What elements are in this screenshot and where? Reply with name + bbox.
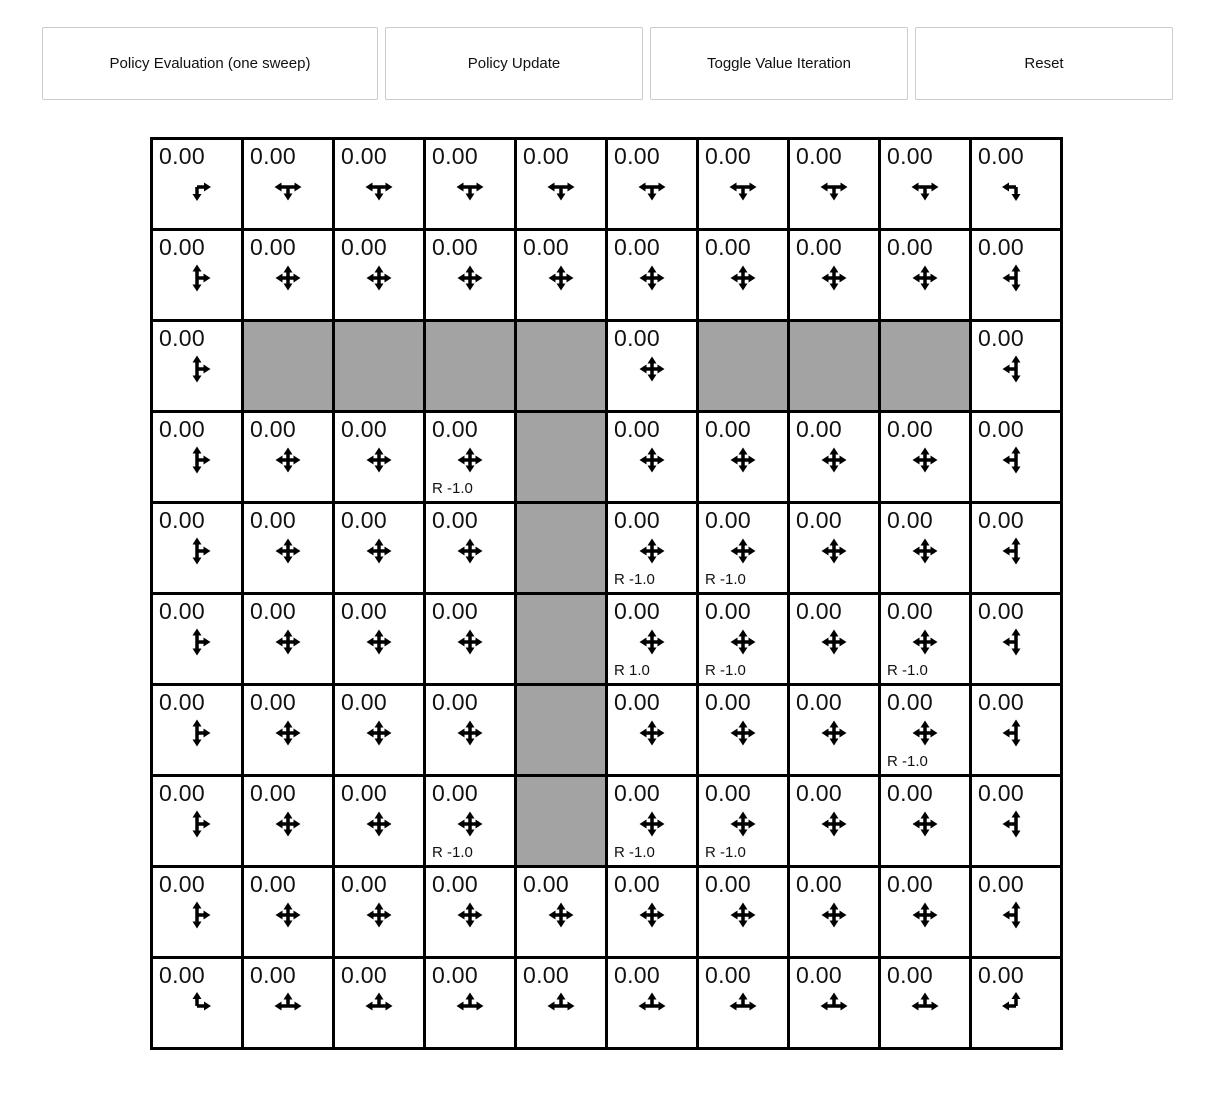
grid-cell[interactable]: [244, 595, 332, 683]
grid-cell[interactable]: [335, 231, 423, 319]
grid-cell[interactable]: [790, 140, 878, 228]
policy-arrows-icon: [719, 527, 767, 575]
policy-arrows-icon: [992, 709, 1040, 757]
cell-value: 0.00: [978, 325, 1024, 351]
grid-cell[interactable]: [153, 322, 241, 410]
policy-arrows-icon: [264, 800, 312, 848]
cell-value: 0.00: [159, 325, 205, 351]
wall-cell[interactable]: [517, 322, 605, 410]
policy-arrows-icon: [446, 618, 494, 666]
cell-value: 0.00: [978, 962, 1024, 988]
grid-cell[interactable]: [426, 231, 514, 319]
grid-cell[interactable]: [153, 140, 241, 228]
grid-cell[interactable]: [153, 231, 241, 319]
grid-cell[interactable]: [244, 868, 332, 956]
cell-value: 0.00: [796, 416, 842, 442]
policy-arrows-icon: [173, 800, 221, 848]
grid-cell[interactable]: [699, 231, 787, 319]
cell-value: 0.00: [159, 416, 205, 442]
cell-value: 0.00: [432, 234, 478, 260]
policy-arrows-icon: [719, 163, 767, 211]
gridworld-container: [150, 137, 1224, 1050]
cell-reward-label: R -1.0: [432, 480, 473, 497]
policy-arrows-icon: [355, 163, 403, 211]
policy-arrows-icon: [992, 891, 1040, 939]
policy-arrows-icon: [628, 800, 676, 848]
grid-cell[interactable]: [790, 777, 878, 865]
policy-arrows-icon: [901, 800, 949, 848]
grid-cell[interactable]: [517, 231, 605, 319]
policy-arrows-icon: [173, 345, 221, 393]
cell-value: 0.00: [432, 143, 478, 169]
cell-value: 0.00: [614, 689, 660, 715]
cell-value: 0.00: [250, 234, 296, 260]
wall-cell[interactable]: [517, 777, 605, 865]
grid-cell[interactable]: [881, 504, 969, 592]
grid-cell[interactable]: [426, 868, 514, 956]
wall-cell[interactable]: [244, 322, 332, 410]
cell-value: 0.00: [796, 598, 842, 624]
grid-cell[interactable]: [335, 959, 423, 1047]
cell-value: 0.00: [341, 689, 387, 715]
policy-arrows-icon: [810, 527, 858, 575]
grid-cell[interactable]: [699, 959, 787, 1047]
policy-arrows-icon: [810, 618, 858, 666]
cell-value: 0.00: [159, 507, 205, 533]
grid-cell[interactable]: [244, 504, 332, 592]
grid-cell[interactable]: [426, 777, 514, 865]
cell-value: 0.00: [978, 871, 1024, 897]
policy-arrows-icon: [628, 618, 676, 666]
wall-cell[interactable]: [426, 322, 514, 410]
grid-cell[interactable]: [244, 777, 332, 865]
policy-arrows-icon: [719, 436, 767, 484]
grid-cell[interactable]: [426, 959, 514, 1047]
grid-cell[interactable]: [426, 140, 514, 228]
policy-arrows-icon: [173, 163, 221, 211]
grid-cell[interactable]: [790, 413, 878, 501]
grid-cell[interactable]: [699, 777, 787, 865]
cell-value: 0.00: [523, 234, 569, 260]
policy-arrows-icon: [992, 163, 1040, 211]
policy-arrows-icon: [901, 527, 949, 575]
grid-cell[interactable]: [790, 504, 878, 592]
cell-value: 0.00: [887, 962, 933, 988]
cell-value: 0.00: [432, 598, 478, 624]
cell-value: 0.00: [432, 416, 478, 442]
grid-cell[interactable]: [790, 868, 878, 956]
cell-value: 0.00: [614, 416, 660, 442]
policy-arrows-icon: [446, 891, 494, 939]
grid-cell[interactable]: [790, 686, 878, 774]
policy-arrows-icon: [810, 709, 858, 757]
cell-value: 0.00: [341, 871, 387, 897]
grid-cell[interactable]: [972, 504, 1060, 592]
policy-arrows-icon: [173, 709, 221, 757]
cell-value: 0.00: [250, 871, 296, 897]
cell-reward-label: R -1.0: [432, 844, 473, 861]
policy-arrows-icon: [719, 709, 767, 757]
wall-cell[interactable]: [517, 504, 605, 592]
grid-cell[interactable]: [881, 686, 969, 774]
grid-cell[interactable]: [608, 868, 696, 956]
grid-cell[interactable]: [972, 868, 1060, 956]
cell-value: 0.00: [250, 507, 296, 533]
policy-arrows-icon: [537, 163, 585, 211]
cell-value: 0.00: [159, 962, 205, 988]
cell-value: 0.00: [250, 598, 296, 624]
policy-arrows-icon: [173, 436, 221, 484]
grid-cell[interactable]: [881, 231, 969, 319]
cell-value: 0.00: [250, 416, 296, 442]
grid-cell[interactable]: [608, 777, 696, 865]
grid-cell[interactable]: [699, 413, 787, 501]
policy-arrows-icon: [628, 527, 676, 575]
cell-value: 0.00: [250, 689, 296, 715]
policy-arrows-icon: [355, 800, 403, 848]
grid-cell[interactable]: [972, 686, 1060, 774]
cell-value: 0.00: [523, 143, 569, 169]
grid-cell[interactable]: [972, 595, 1060, 683]
grid-cell[interactable]: [608, 595, 696, 683]
policy-arrows-icon: [901, 618, 949, 666]
cell-value: 0.00: [159, 143, 205, 169]
policy-arrows-icon: [628, 436, 676, 484]
policy-arrows-icon: [355, 891, 403, 939]
grid-cell[interactable]: [608, 231, 696, 319]
policy-arrows-icon: [264, 527, 312, 575]
grid-cell[interactable]: [153, 413, 241, 501]
policy-arrows-icon: [355, 527, 403, 575]
policy-arrows-icon: [446, 800, 494, 848]
cell-value: 0.00: [614, 780, 660, 806]
cell-reward-label: R -1.0: [887, 662, 928, 679]
policy-arrows-icon: [628, 982, 676, 1030]
grid-cell[interactable]: [608, 413, 696, 501]
policy-arrows-icon: [537, 982, 585, 1030]
grid-cell[interactable]: [153, 686, 241, 774]
policy-arrows-icon: [264, 891, 312, 939]
policy-arrows-icon: [446, 709, 494, 757]
cell-reward-label: R -1.0: [705, 662, 746, 679]
cell-value: 0.00: [796, 507, 842, 533]
toggle-value-iteration-button[interactable]: Toggle Value Iteration: [650, 27, 908, 100]
cell-value: 0.00: [159, 598, 205, 624]
cell-value: 0.00: [341, 143, 387, 169]
policy-arrows-icon: [173, 891, 221, 939]
cell-value: 0.00: [341, 416, 387, 442]
policy-arrows-icon: [992, 436, 1040, 484]
policy-arrows-icon: [446, 527, 494, 575]
cell-value: 0.00: [614, 143, 660, 169]
grid-cell[interactable]: [426, 504, 514, 592]
cell-value: 0.00: [978, 234, 1024, 260]
policy-arrows-icon: [355, 709, 403, 757]
cell-value: 0.00: [432, 962, 478, 988]
grid-cell[interactable]: [608, 140, 696, 228]
policy-arrows-icon: [992, 254, 1040, 302]
cell-value: 0.00: [978, 507, 1024, 533]
cell-value: 0.00: [159, 780, 205, 806]
cell-value: 0.00: [978, 598, 1024, 624]
cell-value: 0.00: [796, 871, 842, 897]
cell-value: 0.00: [705, 780, 751, 806]
policy-arrows-icon: [992, 618, 1040, 666]
policy-arrows-icon: [901, 436, 949, 484]
policy-arrows-icon: [719, 982, 767, 1030]
policy-evaluation-button[interactable]: Policy Evaluation (one sweep): [42, 27, 378, 100]
policy-arrows-icon: [628, 709, 676, 757]
cell-value: 0.00: [614, 962, 660, 988]
cell-value: 0.00: [705, 598, 751, 624]
grid-cell[interactable]: [972, 777, 1060, 865]
policy-arrows-icon: [446, 163, 494, 211]
cell-value: 0.00: [250, 780, 296, 806]
cell-reward-label: R -1.0: [614, 571, 655, 588]
policy-arrows-icon: [628, 345, 676, 393]
grid-cell[interactable]: [881, 959, 969, 1047]
cell-value: 0.00: [887, 871, 933, 897]
wall-cell[interactable]: [881, 322, 969, 410]
cell-value: 0.00: [341, 962, 387, 988]
cell-value: 0.00: [614, 871, 660, 897]
policy-arrows-icon: [537, 891, 585, 939]
grid-cell[interactable]: [517, 140, 605, 228]
policy-arrows-icon: [173, 982, 221, 1030]
policy-arrows-icon: [173, 254, 221, 302]
cell-value: 0.00: [614, 598, 660, 624]
policy-arrows-icon: [264, 163, 312, 211]
gridworld: [150, 137, 1063, 1050]
policy-arrows-icon: [810, 254, 858, 302]
cell-value: 0.00: [887, 598, 933, 624]
grid-cell[interactable]: [426, 686, 514, 774]
grid-cell[interactable]: [881, 140, 969, 228]
policy-arrows-icon: [628, 254, 676, 302]
cell-value: 0.00: [887, 143, 933, 169]
grid-cell[interactable]: [244, 959, 332, 1047]
cell-reward-label: R -1.0: [705, 571, 746, 588]
cell-value: 0.00: [523, 962, 569, 988]
policy-arrows-icon: [264, 618, 312, 666]
grid-cell[interactable]: [335, 504, 423, 592]
policy-arrows-icon: [810, 982, 858, 1030]
wall-cell[interactable]: [699, 322, 787, 410]
policy-arrows-icon: [901, 709, 949, 757]
cell-reward-label: R -1.0: [614, 844, 655, 861]
grid-cell[interactable]: [699, 595, 787, 683]
cell-value: 0.00: [614, 234, 660, 260]
grid-cell[interactable]: [699, 504, 787, 592]
grid-cell[interactable]: [790, 231, 878, 319]
policy-arrows-icon: [901, 163, 949, 211]
policy-arrows-icon: [446, 254, 494, 302]
cell-value: 0.00: [705, 416, 751, 442]
policy-arrows-icon: [992, 345, 1040, 393]
policy-arrows-icon: [264, 709, 312, 757]
cell-value: 0.00: [250, 143, 296, 169]
cell-value: 0.00: [796, 689, 842, 715]
grid-cell[interactable]: [153, 868, 241, 956]
cell-value: 0.00: [159, 871, 205, 897]
grid-cell[interactable]: [608, 322, 696, 410]
grid-cell[interactable]: [699, 686, 787, 774]
policy-arrows-icon: [901, 891, 949, 939]
policy-arrows-icon: [810, 891, 858, 939]
policy-arrows-icon: [810, 163, 858, 211]
cell-value: 0.00: [432, 689, 478, 715]
cell-value: 0.00: [341, 234, 387, 260]
cell-value: 0.00: [159, 689, 205, 715]
cell-value: 0.00: [523, 871, 569, 897]
cell-value: 0.00: [432, 871, 478, 897]
grid-cell[interactable]: [244, 231, 332, 319]
cell-value: 0.00: [432, 507, 478, 533]
grid-cell[interactable]: [608, 959, 696, 1047]
cell-value: 0.00: [887, 234, 933, 260]
policy-arrows-icon: [355, 982, 403, 1030]
policy-arrows-icon: [992, 800, 1040, 848]
grid-cell[interactable]: [699, 140, 787, 228]
cell-value: 0.00: [887, 507, 933, 533]
grid-cell[interactable]: [790, 595, 878, 683]
grid-cell[interactable]: [881, 413, 969, 501]
grid-cell[interactable]: [335, 140, 423, 228]
grid-cell[interactable]: [335, 686, 423, 774]
wall-cell[interactable]: [790, 322, 878, 410]
cell-value: 0.00: [250, 962, 296, 988]
grid-cell[interactable]: [972, 231, 1060, 319]
policy-arrows-icon: [355, 618, 403, 666]
cell-reward-label: R -1.0: [887, 753, 928, 770]
cell-value: 0.00: [432, 780, 478, 806]
policy-arrows-icon: [992, 527, 1040, 575]
policy-arrows-icon: [719, 891, 767, 939]
cell-value: 0.00: [705, 962, 751, 988]
grid-cell[interactable]: [881, 868, 969, 956]
policy-update-button[interactable]: Policy Update: [385, 27, 643, 100]
policy-arrows-icon: [901, 254, 949, 302]
wall-cell[interactable]: [517, 686, 605, 774]
policy-arrows-icon: [719, 800, 767, 848]
cell-value: 0.00: [614, 507, 660, 533]
grid-cell[interactable]: [517, 868, 605, 956]
grid-cell[interactable]: [972, 413, 1060, 501]
grid-cell[interactable]: [335, 413, 423, 501]
grid-cell[interactable]: [335, 868, 423, 956]
policy-arrows-icon: [810, 436, 858, 484]
wall-cell[interactable]: [335, 322, 423, 410]
policy-arrows-icon: [719, 618, 767, 666]
grid-cell[interactable]: [153, 504, 241, 592]
grid-cell[interactable]: [881, 595, 969, 683]
grid-cell[interactable]: [699, 868, 787, 956]
grid-cell[interactable]: [608, 686, 696, 774]
cell-reward-label: R 1.0: [614, 662, 650, 679]
grid-cell[interactable]: [881, 777, 969, 865]
policy-arrows-icon: [173, 527, 221, 575]
policy-arrows-icon: [264, 436, 312, 484]
grid-cell[interactable]: [972, 140, 1060, 228]
cell-value: 0.00: [705, 234, 751, 260]
cell-value: 0.00: [796, 234, 842, 260]
cell-value: 0.00: [796, 780, 842, 806]
grid-cell[interactable]: [972, 959, 1060, 1047]
toolbar: [42, 27, 1224, 100]
grid-cell[interactable]: [790, 959, 878, 1047]
policy-arrows-icon: [810, 800, 858, 848]
cell-value: 0.00: [614, 325, 660, 351]
policy-arrows-icon: [446, 436, 494, 484]
grid-cell[interactable]: [426, 413, 514, 501]
cell-value: 0.00: [978, 143, 1024, 169]
cell-reward-label: R -1.0: [705, 844, 746, 861]
grid-cell[interactable]: [608, 504, 696, 592]
grid-cell[interactable]: [335, 777, 423, 865]
grid-cell[interactable]: [244, 413, 332, 501]
grid-cell[interactable]: [244, 140, 332, 228]
cell-value: 0.00: [978, 780, 1024, 806]
grid-cell[interactable]: [517, 959, 605, 1047]
policy-arrows-icon: [719, 254, 767, 302]
cell-value: 0.00: [159, 234, 205, 260]
cell-value: 0.00: [887, 780, 933, 806]
wall-cell[interactable]: [517, 595, 605, 683]
wall-cell[interactable]: [517, 413, 605, 501]
grid-cell[interactable]: [153, 777, 241, 865]
cell-value: 0.00: [705, 689, 751, 715]
cell-value: 0.00: [705, 871, 751, 897]
grid-cell[interactable]: [244, 686, 332, 774]
cell-value: 0.00: [341, 598, 387, 624]
cell-value: 0.00: [978, 689, 1024, 715]
policy-arrows-icon: [355, 254, 403, 302]
cell-value: 0.00: [796, 962, 842, 988]
reset-button[interactable]: Reset: [915, 27, 1173, 100]
policy-arrows-icon: [264, 254, 312, 302]
policy-arrows-icon: [446, 982, 494, 1030]
cell-value: 0.00: [341, 507, 387, 533]
grid-cell[interactable]: [972, 322, 1060, 410]
grid-cell[interactable]: [335, 595, 423, 683]
policy-arrows-icon: [173, 618, 221, 666]
cell-value: 0.00: [341, 780, 387, 806]
policy-arrows-icon: [628, 163, 676, 211]
cell-value: 0.00: [978, 416, 1024, 442]
policy-arrows-icon: [992, 982, 1040, 1030]
grid-cell[interactable]: [153, 595, 241, 683]
grid-cell[interactable]: [426, 595, 514, 683]
policy-arrows-icon: [537, 254, 585, 302]
policy-arrows-icon: [628, 891, 676, 939]
cell-value: 0.00: [887, 416, 933, 442]
cell-value: 0.00: [705, 507, 751, 533]
grid-cell[interactable]: [153, 959, 241, 1047]
cell-value: 0.00: [887, 689, 933, 715]
cell-value: 0.00: [705, 143, 751, 169]
policy-arrows-icon: [901, 982, 949, 1030]
policy-arrows-icon: [355, 436, 403, 484]
policy-arrows-icon: [264, 982, 312, 1030]
cell-value: 0.00: [796, 143, 842, 169]
